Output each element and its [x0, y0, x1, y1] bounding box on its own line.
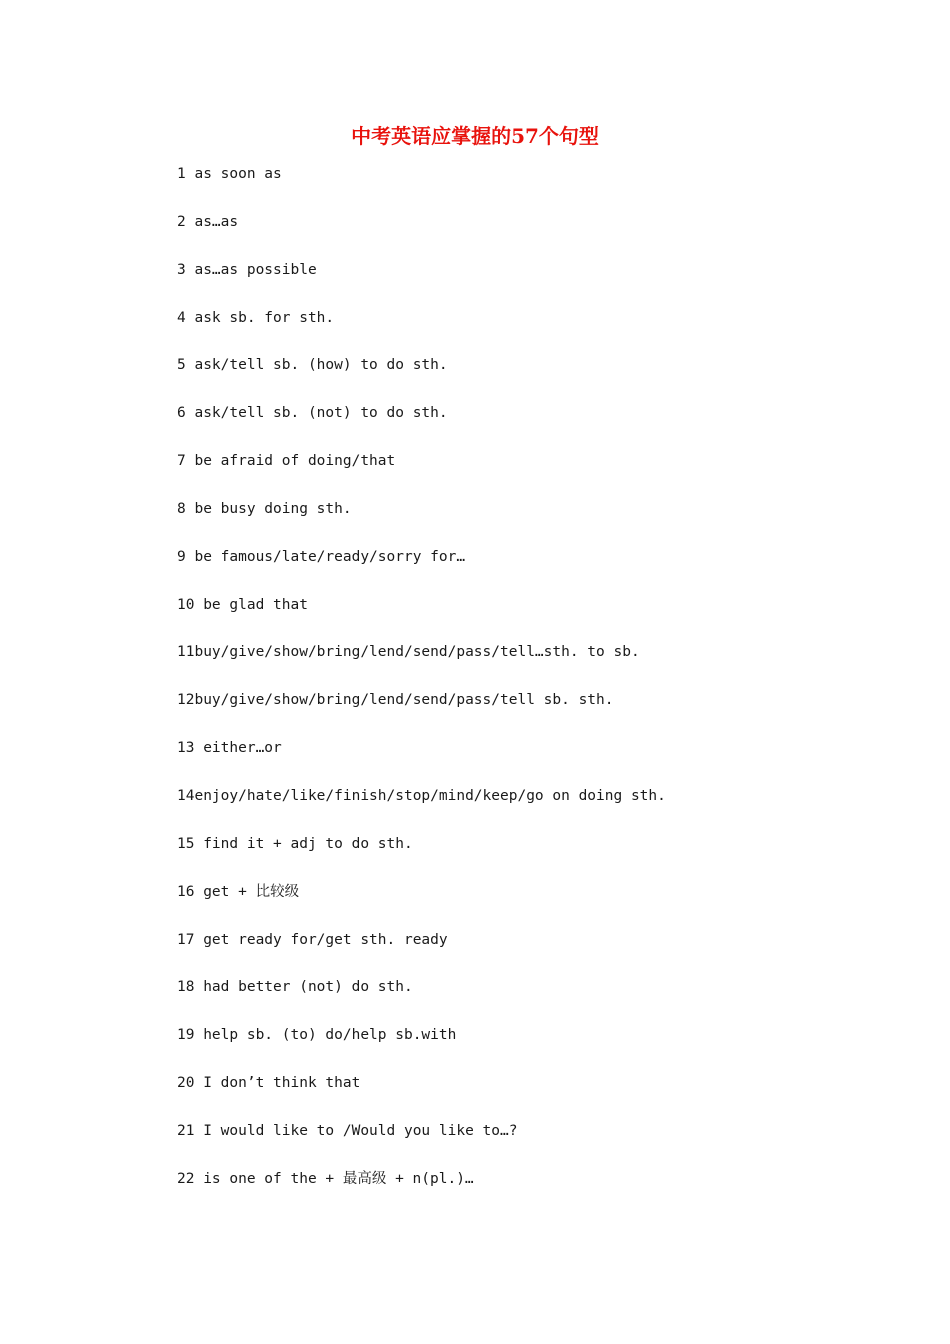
list-item: 11buy/give/show/bring/lend/send/pass/tell…sth. to sb.	[177, 644, 640, 661]
list-item: 2 as…as	[177, 213, 239, 230]
list-item: 10 be glad that	[177, 596, 308, 613]
list-item: 17 get ready for/get sth. ready	[177, 931, 448, 948]
list-item: 6 ask/tell sb. (not) to do sth.	[177, 405, 448, 422]
list-item: 9 be famous/late/ready/sorry for…	[177, 548, 466, 565]
list-item: 22 is one of the + 最高级 + n(pl.)…	[177, 1170, 474, 1187]
list-item: 16 get + 比较级	[177, 883, 300, 900]
list-item: 21 I would like to /Would you like to…?	[177, 1122, 518, 1139]
list-item: 4 ask sb. for sth.	[177, 309, 335, 326]
list-item: 1 as soon as	[177, 166, 282, 182]
list-item: 7 be afraid of doing/that	[177, 453, 396, 470]
phrase-list	[177, 160, 877, 1213]
list-item: 18 had better (not) do sth.	[177, 979, 413, 996]
document-title: 中考英语应掌握的57个句型	[351, 124, 599, 148]
list-item: 19 help sb. (to) do/help sb.with	[177, 1027, 457, 1044]
list-item: 14enjoy/hate/like/finish/stop/mind/keep/go on doing sth.	[177, 787, 666, 804]
list-item: 8 be busy doing sth.	[177, 500, 352, 517]
list-item: 20 I don’t think that	[177, 1075, 361, 1092]
list-item: 13 either…or	[177, 740, 282, 757]
list-item: 12buy/give/show/bring/lend/send/pass/tell sb. sth.	[177, 692, 614, 709]
list-item: 15 find it + adj to do sth.	[177, 835, 413, 852]
list-item: 3 as…as possible	[177, 261, 317, 278]
list-item: 5 ask/tell sb. (how) to do sth.	[177, 357, 448, 374]
